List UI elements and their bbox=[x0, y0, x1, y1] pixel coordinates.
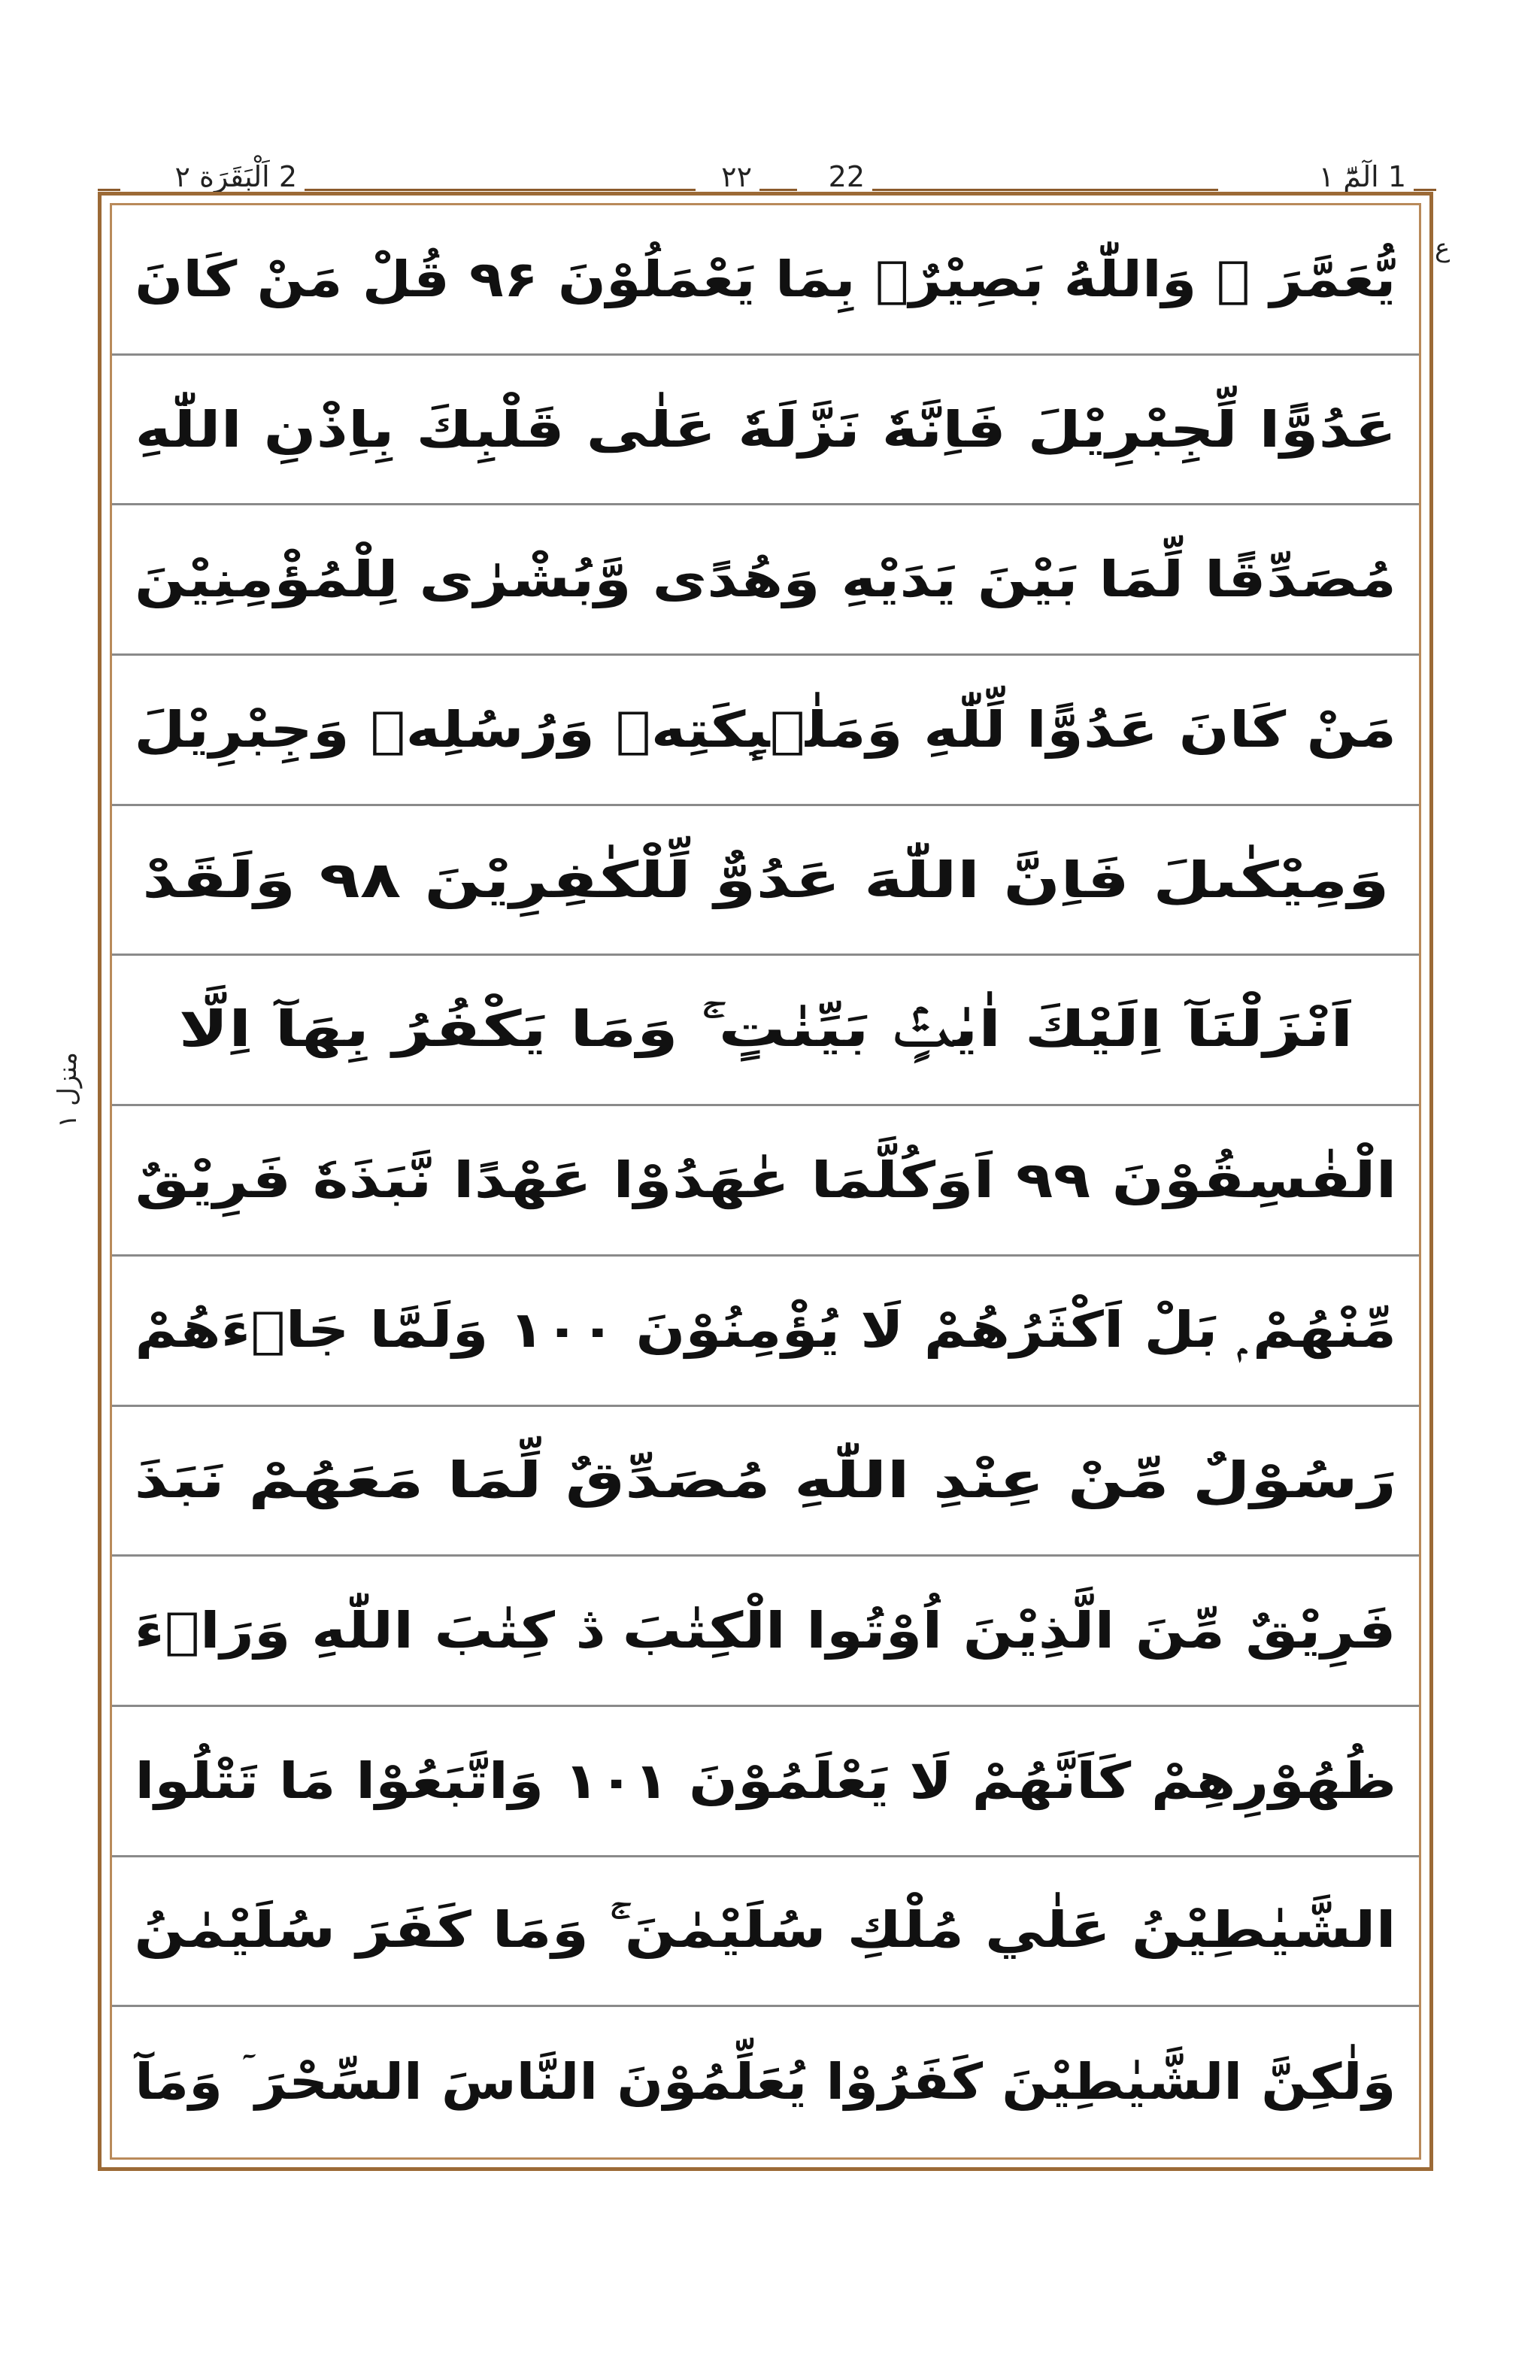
line-text: عَدُوًّا لِّجِبْرِيْلَ فَاِنَّهٗ نَزَّلَهٗ عَلٰى قَلْبِكَ بِاِذْنِ اللّٰهِ bbox=[135, 400, 1396, 459]
line-text: فَرِيْقٌ مِّنَ الَّذِيْنَ اُوْتُوا الْكِتٰبَ ڎ كِتٰبَ اللّٰهِ وَرَاۗءَ bbox=[134, 1602, 1397, 1660]
text-line bbox=[112, 806, 1419, 957]
header-rule bbox=[759, 189, 797, 191]
line-text: مَنْ كَانَ عَدُوًّا لِّلّٰهِ وَمَلٰۗىِٕكَتِهٖ وَرُسُلِهٖ وَجِبْرِيْلَ bbox=[134, 700, 1397, 759]
text-line bbox=[112, 205, 1419, 356]
line-text: وَمِيْكٰىلَ فَاِنَّ اللّٰهَ عَدُوٌّ لِّلْكٰفِرِيْنَ ۹۸ وَلَقَدْ bbox=[141, 850, 1390, 909]
page-number-urdu: ٢٢ bbox=[721, 160, 752, 193]
text-line bbox=[112, 505, 1419, 656]
ruku-mark: ع bbox=[1435, 233, 1451, 263]
text-line bbox=[112, 956, 1419, 1106]
line-text: يُّعَمَّرَ ۭ وَاللّٰهُ بَصِيْرٌۢ بِمَا يَعْمَلُوْنَ ۹۶ قُلْ مَنْ كَانَ bbox=[135, 250, 1396, 308]
line-text: مُصَدِّقًا لِّمَا بَيْنَ يَدَيْهِ وَهُدًى وَّبُشْرٰى لِلْمُؤْمِنِيْنَ bbox=[134, 550, 1397, 609]
surah-label: 2 اَلْبَقَرَة ٢ bbox=[174, 160, 297, 193]
line-text: اَنْزَلْنَآ اِلَيْكَ اٰيٰتٍۢ بَيِّنٰتٍ ۚ وَمَا يَكْفُرُ بِهَآ اِلَّا bbox=[178, 1000, 1353, 1059]
line-text: وَلٰكِنَّ الشَّيٰطِيْنَ كَفَرُوْا يُعَلِّمُوْنَ النَّاسَ السِّحْرَ ۤ وَمَآ bbox=[135, 2052, 1396, 2111]
text-line bbox=[112, 1707, 1419, 1857]
quran-text-block bbox=[112, 205, 1419, 2157]
line-text: ظُهُوْرِهِمْ كَاَنَّھُمْ لَا يَعْلَمُوْنَ ۱۰۱ وَاتَّبَعُوْا مَا تَتْلُوا bbox=[135, 1751, 1396, 1810]
header-rule bbox=[872, 189, 1218, 191]
text-line bbox=[112, 1857, 1419, 2008]
text-line bbox=[112, 1557, 1419, 1707]
page-number: 22 bbox=[828, 160, 865, 193]
text-line bbox=[112, 2007, 1419, 2157]
manzil-label: منزل ١ bbox=[53, 1051, 83, 1128]
para-label: 1 الٓمّٓ ١ bbox=[1318, 160, 1406, 193]
header-rule bbox=[1414, 189, 1436, 191]
text-line bbox=[112, 1407, 1419, 1557]
line-text: الشَّيٰطِيْنُ عَلٰي مُلْكِ سُلَيْمٰنَ ۚ وَمَا كَفَرَ سُلَيْمٰنُ bbox=[134, 1901, 1397, 1960]
text-line bbox=[112, 656, 1419, 806]
line-text: مِّنْهُمْ ۭ بَلْ اَكْثَرُھُمْ لَا يُؤْمِنُوْنَ ۱۰۰ وَلَمَّا جَاۗءَھُمْ bbox=[135, 1300, 1396, 1359]
header-rule bbox=[98, 189, 120, 191]
text-line bbox=[112, 356, 1419, 506]
line-text: الْفٰسِقُوْنَ ۹۹ اَوَكُلَّمَا عٰهَدُوْا عَهْدًا نَّبَذَهٗ فَرِيْقٌ bbox=[134, 1151, 1397, 1209]
text-line bbox=[112, 1106, 1419, 1257]
text-line bbox=[112, 1257, 1419, 1407]
line-text: رَسُوْلٌ مِّنْ عِنْدِ اللّٰهِ مُصَدِّقٌ لِّمَا مَعَھُمْ نَبَذَ bbox=[134, 1451, 1397, 1510]
header-rule bbox=[305, 189, 696, 191]
